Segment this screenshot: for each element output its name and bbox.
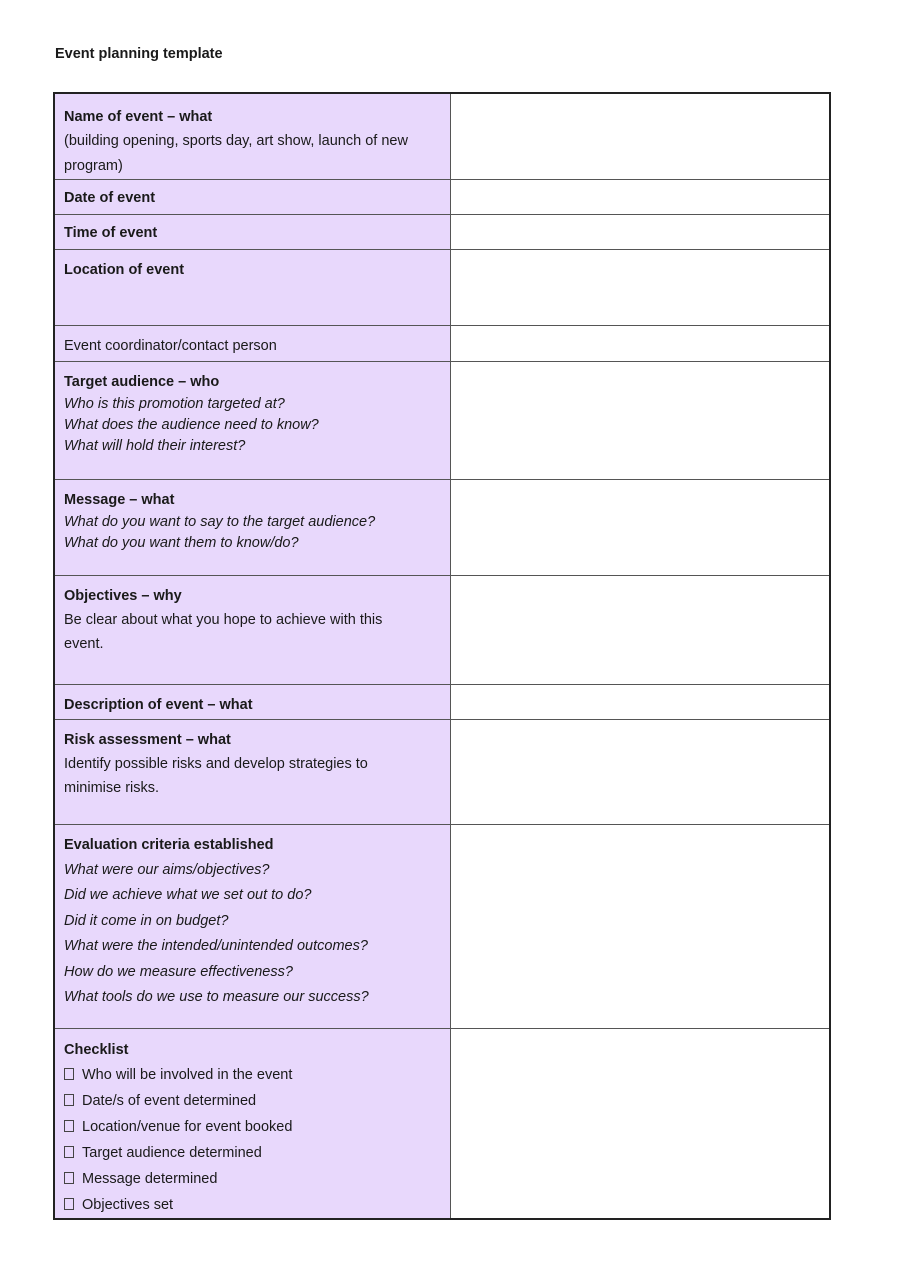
checkbox-icon[interactable] <box>64 1068 74 1080</box>
heading-name-of-event: Name of event – what <box>64 109 213 125</box>
answer-message[interactable] <box>451 479 831 575</box>
text-event-coordinator: Event coordinator/contact person <box>64 337 277 354</box>
checklist-item[interactable] <box>64 1088 441 1114</box>
answer-target-audience[interactable] <box>451 361 831 479</box>
checklist-item[interactable] <box>64 1166 441 1192</box>
heading-checklist: Checklist <box>64 1041 129 1058</box>
heading-time-of-event: Time of event <box>64 224 158 241</box>
row-time-of-event <box>54 214 830 249</box>
label-date-of-event <box>54 179 451 214</box>
label-target-audience <box>54 361 451 479</box>
heading-message: Message – what <box>64 491 175 508</box>
row-objectives <box>54 575 830 684</box>
checklist-item-label: Message determined <box>82 1170 218 1187</box>
checklist-item[interactable] <box>64 1140 441 1166</box>
answer-evaluation-criteria[interactable] <box>451 824 831 1028</box>
checklist-item-label: Objectives set <box>82 1196 174 1213</box>
question-audience-2: What does the audience need to know? <box>64 416 319 433</box>
label-objectives <box>54 575 451 684</box>
checklist-item-label: Target audience determined <box>82 1144 262 1161</box>
answer-objectives[interactable] <box>451 575 831 684</box>
heading-location-of-event: Location of event <box>64 261 185 278</box>
event-planning-table <box>53 92 831 1220</box>
label-checklist <box>54 1028 451 1219</box>
label-message <box>54 479 451 575</box>
label-location-of-event <box>54 249 451 325</box>
question-evaluation-2: Did we achieve what we set out to do? <box>64 887 312 903</box>
answer-location-of-event[interactable] <box>451 249 831 325</box>
checkbox-icon[interactable] <box>64 1198 74 1210</box>
row-evaluation-criteria <box>54 824 830 1028</box>
heading-description: Description of event – what <box>64 696 253 713</box>
heading-target-audience: Target audience – who <box>64 373 220 390</box>
row-location-of-event <box>54 249 830 325</box>
checklist-item-label: Date/s of event determined <box>82 1092 257 1109</box>
question-evaluation-5: How do we measure effectiveness? <box>64 963 293 980</box>
detail-risk-line2: minimise risks. <box>64 780 160 796</box>
label-description <box>54 684 451 719</box>
question-audience-3: What will hold their interest? <box>64 437 246 454</box>
answer-description[interactable] <box>451 684 831 719</box>
question-evaluation-6: What tools do we use to measure our success? <box>64 989 369 1005</box>
question-evaluation-4: What were the intended/unintended outcomes? <box>64 938 368 954</box>
question-message-2: What do you want them to know/do? <box>64 534 299 551</box>
checklist-item[interactable] <box>64 1114 441 1140</box>
checklist-item[interactable] <box>64 1062 441 1088</box>
row-date-of-event <box>54 179 830 214</box>
detail-name-line2: program) <box>64 157 123 174</box>
row-risk-assessment <box>54 719 830 824</box>
checkbox-icon[interactable] <box>64 1120 74 1132</box>
heading-evaluation-criteria: Evaluation criteria established <box>64 836 274 853</box>
checkbox-icon[interactable] <box>64 1094 74 1106</box>
question-evaluation-1: What were our aims/objectives? <box>64 861 270 878</box>
answer-checklist[interactable] <box>451 1028 831 1219</box>
row-name-of-event <box>54 93 830 179</box>
checklist-item-label: Location/venue for event booked <box>82 1118 293 1135</box>
heading-risk-assessment: Risk assessment – what <box>64 731 231 748</box>
label-event-coordinator <box>54 325 451 361</box>
question-audience-1: Who is this promotion targeted at? <box>64 395 285 412</box>
heading-date-of-event: Date of event <box>64 189 156 206</box>
document-title: Event planning template <box>55 46 223 62</box>
checklist-item[interactable] <box>64 1192 441 1218</box>
detail-objectives-line2: event. <box>64 636 104 652</box>
detail-name-line1: (building opening, sports day, art show, launch of new <box>64 133 408 149</box>
row-message <box>54 479 830 575</box>
row-target-audience <box>54 361 830 479</box>
question-message-1: What do you want to say to the target audience? <box>64 513 376 530</box>
answer-time-of-event[interactable] <box>451 214 831 249</box>
answer-event-coordinator[interactable] <box>451 325 831 361</box>
heading-objectives: Objectives – why <box>64 587 182 604</box>
checkbox-icon[interactable] <box>64 1172 74 1184</box>
label-name-of-event <box>54 93 451 179</box>
row-description <box>54 684 830 719</box>
detail-objectives-line1: Be clear about what you hope to achieve with this <box>64 611 383 628</box>
answer-date-of-event[interactable] <box>451 179 831 214</box>
detail-risk-line1: Identify possible risks and develop strategies to <box>64 755 368 772</box>
label-time-of-event <box>54 214 451 249</box>
row-checklist <box>54 1028 830 1219</box>
answer-name-of-event[interactable] <box>451 93 831 179</box>
question-evaluation-3: Did it come in on budget? <box>64 912 229 929</box>
answer-risk-assessment[interactable] <box>451 719 831 824</box>
label-risk-assessment <box>54 719 451 824</box>
checklist-item-label: Who will be involved in the event <box>82 1066 293 1083</box>
checkbox-icon[interactable] <box>64 1146 74 1158</box>
label-evaluation-criteria <box>54 824 451 1028</box>
row-event-coordinator <box>54 325 830 361</box>
